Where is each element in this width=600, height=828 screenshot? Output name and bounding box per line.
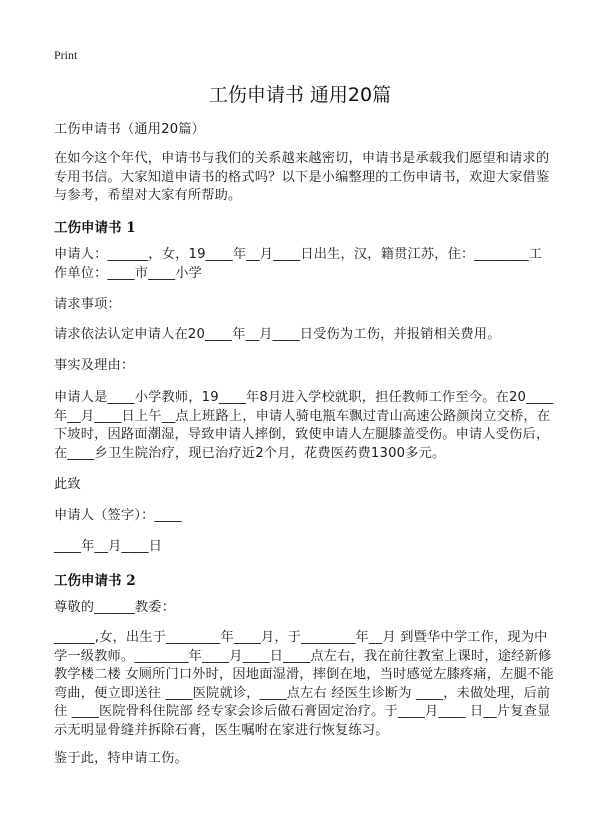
request-label: 请求事项： (54, 297, 121, 312)
signature-line: 申请人（签字）：____ (54, 508, 182, 523)
print-link[interactable]: Print (54, 48, 78, 62)
date-line: ____年__月____日 (54, 539, 163, 554)
section-2-heading: 工伤申请书 2 (54, 573, 136, 589)
conclusion: 鉴于此，特申请工伤。 (54, 751, 188, 766)
applicant-info: 申请人：______，女，19____年__月____日出生，汉，籍贯江苏，住：________工作单位：____市____小学 (54, 247, 543, 281)
document-subtitle: 工伤申请书（通用20篇） (54, 122, 206, 137)
section-2-body: ______,女，出生于________年____月，于________年__月 到暨华中学工作，现为中学一级教师。________年____月____日____点左右，我在前往教室上课时，途经新修教学楼二楼 女厕所门口外时，因地面湿滑，摔倒在地，当时感觉左膝疼痛，左腿不能弯曲，便立即送往 ____医院就诊，____点左右 经医生诊断为 ____，未做处理，后前往 ____医院骨科住院部 经专家会诊后做石膏固定治疗。于____月____ 日__片复查显 示无明显骨缝并拆除石膏，医生嘱咐在家进行恢复练习。 (54, 630, 554, 738)
intro-paragraph: 在如今这个年代，申请书与我们的关系越来越密切，申请书是承载我们愿望和请求的专用书信。大家知道申请书的格式吗？以下是小编整理的工伤申请书，欢迎大家借鉴与参考，希望对大家有所帮助。 (54, 151, 550, 203)
salutation: 尊敬的______教委： (54, 600, 176, 615)
section-1-heading: 工伤申请书 1 (54, 220, 136, 236)
reason-text: 申请人是____小学教师，19____年8月进入学校就职，担任教师工作至今。在20____年__月____日上午__点上班路上，申请人骑电瓶车飘过青山高速公路颜岗立交桥，在下坡时，因路面潮湿，导致申请人摔倒，致使申请人左腿膝盖受伤。申请人受伤后，在____乡卫生院治疗，现已治疗近2个月，花费医药费1300多元。 (54, 390, 554, 461)
request-text: 请求依法认定申请人在20____年__月____日受伤为工伤，并报销相关费用。 (54, 327, 501, 342)
document-title: 工伤申请书 通用20篇 (208, 84, 392, 106)
closing: 此致 (54, 477, 81, 492)
reason-label: 事实及理由： (54, 358, 135, 373)
